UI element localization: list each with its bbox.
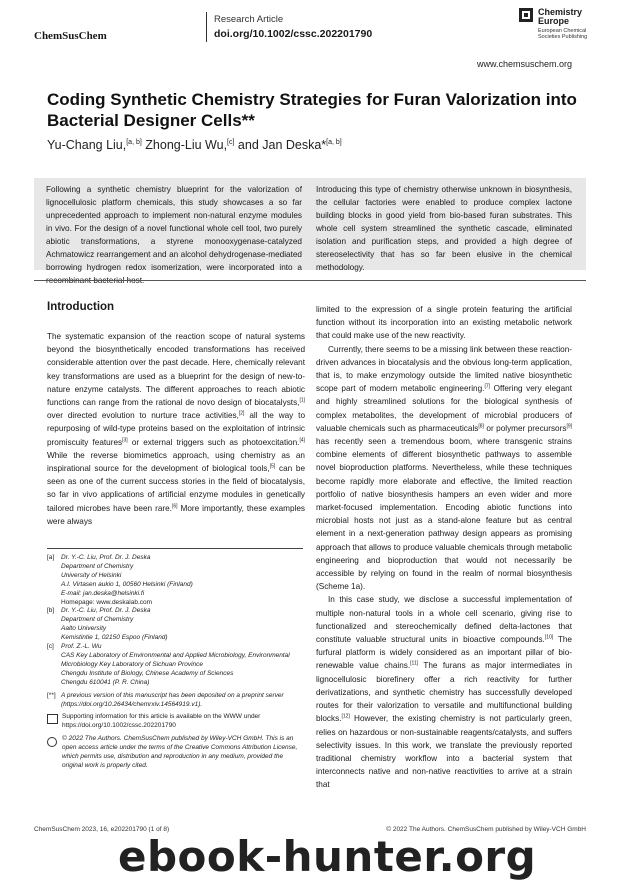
footer-citation: ChemSusChem 2023, 16, e202201790 (1 of 8) (34, 826, 170, 833)
affiliation-a: [a] Dr. Y.-C. Liu, Prof. Dr. J. Deska Department of Chemistry University of Helsinki A.I. Virtasen aukio 1, 00560 Helsinki (Finland) E-mail: jan.deska@helsinki.fi Homepage: www.deskalab.com (47, 554, 193, 606)
abstract-left: Following a synthetic chemistry blueprint for the valorization of lignocellulosic platform chemicals, this study showcases a so far unprecedented approach to implement non-natural enzyme modules in vivo. For the design of a novel functional whole cell tool, two purely abiotic transformations, a styrene monooxygenase-catalyzed Achmatowicz rearrangement and an alcohol dehydrogenase-mediated borrowing hydrogen redox isomerization, were incorporated into a (46, 185, 302, 272)
intro-paragraph-2: Currently, there seems to be a missing link between these reaction-driven advances in biocatalysis and the obvious long-term application, that is, to make enzymology outside the limited native biosynthetic scope part of modern metabolic engineering.[7] Offering very elegant and highly streamlined solutions for the biological synthesis of complex metabolites, the development of microbial producers of valuable chemicals such as pharmaceuticals[8] or polymer precursors[9] has recently seen a tremendous boom, where transgenic strains combine elements of different biosynthetic pathways to assemble novel bioproduction platforms. Nevertheless, while these techniques become rapidly more elaborate and effective, the limited reaction portfolio of native biosynthesis hampers an even wider and more market-focused implementation. Encoding abiotic functions into microbial hosts not just as a stand-alone feature but as central element in a next-generation pathway design appears as promising approach that allows to produce valuable chemicals through metabolic engineering and bioproduction that would not necessarily be accessible by relying on found in the realm of normal biosynthesis (Scheme 1a). (316, 344, 572, 592)
publisher-name: Chemistry Europe (538, 7, 583, 26)
journal-name: ChemSusChem (34, 30, 107, 42)
abstract-divider (34, 280, 586, 281)
section-heading: Introduction (47, 301, 115, 313)
intro-left-column (47, 330, 305, 528)
watermark-text: ebook-hunter.org (118, 832, 537, 881)
intro-paragraph-1: The systematic expansion of the reaction scope of natural systems beyond the biosynthetically encoded transformations has received considerable attention over the past decade. Here, chemically relevant key transformations are used as a blueprint for the design of new-to-nature enzyme catalysts. The different approaches to reach abiotic functions can range from the rational de novo design of biocatalysts,[1] over directed evolution to nurture trace activities,[2] all the way to repurposing of wild-type proteins based on the exploitation of intrinsic promiscuity features[3] or external triggers such as photoexcitation.[4] While the reverse biomimetics approach, using chemistry as an inspirational source for the development of biological tools,[5] can be seen as one of the current success stories in the field of biocatalysis, so far in vivo applications of artificial enzyme modules in genetically tailored microbes have been rare.[6] More importantly, these examples were always (47, 332, 306, 526)
chemistry-europe-logo-icon (519, 8, 533, 22)
license-note: © 2022 The Authors. ChemSusChem published by Wiley-VCH GmbH. This is an open access article under the terms of the Creative Commons Attribution License, which permits use, distribution and reproduction in any medium, provided the original work is properly cited. (47, 735, 305, 771)
preprint-note: [**] A previous version of this manuscript has been deposited on a preprint server (https://doi.org/10.26434/chemrxiv.14564919.v1). (47, 691, 284, 708)
document-icon (47, 714, 58, 724)
author-list: Yu-Chang Liu,[a, b] Zhong-Liu Wu,[c] and Jan Deska*[a, b] (47, 138, 342, 152)
creative-commons-icon (47, 737, 57, 747)
abstract-box (34, 178, 586, 270)
header-divider (206, 12, 207, 42)
doi-link[interactable]: doi.org/10.1002/cssc.202201790 (214, 28, 373, 40)
footnote-divider (47, 548, 303, 549)
intro-right-column (316, 303, 572, 792)
affiliation-c: [c] Prof. Z.-L. Wu CAS Key Laboratory of Environmental and Applied Microbiology, Environmental Microbiology Key Laboratory of Sichuan Province Chengdu Institute of Biology, Chinese Academy of Sciences Chengdu 610041 (P. R. China) (47, 643, 290, 686)
article-title: Coding Synthetic Chemistry Strategies for Furan Valorization into Bacterial Designer Cells** (47, 90, 577, 130)
intro-paragraph-continued: limited to the expression of a single protein featuring the artificial function without its incorporation into an existing metabolic network that could make use of the new reactivity. (316, 305, 572, 341)
supporting-info-note: Supporting information for this article is available on the WWW under https://doi.org/10.1002/cssc.202201790 (47, 713, 305, 731)
article-type: Research Article (214, 14, 284, 25)
intro-paragraph-3: In this case study, we disclose a successful implementation of multiple non-natural tools in a whole cell scenario, giving rise to functionalized and stereochemically defined delta-lactones that constitute valuable structural units in bioactive compounds.[10] The furfural platform is widely considered as an important pillar of bio-renewable value chains.[11] The furans as major intermediates in lignocellulosic biorefinery offer a rich reactivity for further derivatizations, and synthetic chemistry has successfully developed routes for their valorization to versatile and multifunctional building blocks.[12] However, the existing chemistry is not particularly green, relies on hazardous or non-sustainable reagents/catalysts, and suffers selectivity issues. In this work, we translate the previously reported traditional chemistry workflow into a bacterial system that interconnects native and non-native reactivities to arrive at a strain that (316, 595, 572, 790)
footer-copyright: © 2022 The Authors. ChemSusChem published by Wiley-VCH GmbH (386, 826, 586, 833)
journal-website-link[interactable]: www.chemsuschem.org (476, 59, 572, 69)
affiliation-b: [b] Dr. Y.-C. Liu, Prof. Dr. J. Deska Department of Chemistry Aalto University Kemistintie 1, 02150 Espoo (Finland) (47, 607, 168, 642)
abstract-right: Introducing this type of chemistry otherwise unknown in biosynthesis, the cellular factories were enabled to produce complex lactone building blocks in good yield from bio-based furan substrates. This whole cell system streamlined the synthetic cascade, eliminated isolation and purification steps, and provided a high degree of stereoselectivity that has so far been elusive in the chemical methodology. (316, 185, 572, 272)
affiliations (47, 554, 305, 771)
publisher-subtitle: European Chemical Societies Publishing (538, 28, 588, 40)
